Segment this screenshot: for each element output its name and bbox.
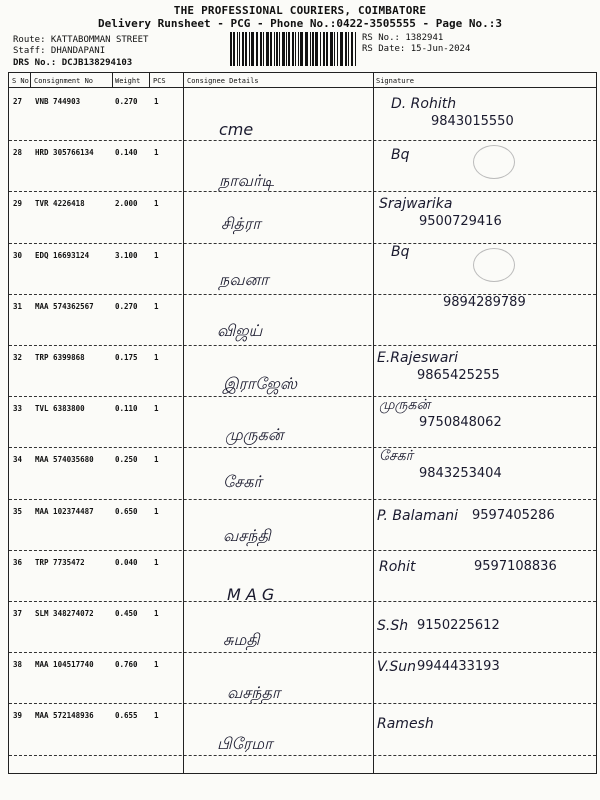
table-row [9,602,596,653]
row-consignment-no: SLM 348274072 [35,609,94,618]
barcode-bar [310,32,311,66]
row-sno: 32 [13,353,23,362]
signature-phone: 9150225612 [417,618,500,633]
consignee-handwriting: முருகன் [225,425,284,445]
row-sno: 39 [13,711,23,721]
row-weight: 0.270 [115,97,138,106]
barcode-bar [323,32,325,66]
row-consignment-no: VNB 744903 [35,97,81,106]
signature-phone: 9597405286 [472,507,555,523]
row-weight: 0.110 [115,404,138,414]
signature-name: Rohit [379,558,416,575]
row-consignment-no: EDQ 16693124 [35,250,90,260]
signature-phone: 9865425255 [417,368,500,383]
barcode-bar [239,32,240,66]
col-consignee: Consignee Details [187,77,259,85]
row-divider [9,755,596,756]
barcode-bar [263,32,264,66]
col-consignment: Consignment No [34,77,94,85]
row-sno: 31 [13,301,23,311]
barcode-bar [282,32,285,66]
barcode-bar [245,32,247,66]
row-weight: 0.650 [115,506,138,516]
signature-name: S.Sh [377,618,409,634]
staff-label: Staff: DHANDAPANI [13,46,106,56]
consignee-handwriting: நவனா [219,269,269,289]
barcode-bar [249,32,250,66]
col-divider [149,73,150,87]
col-divider [112,73,113,87]
barcode-bar [320,32,321,66]
barcode-bar [295,32,296,66]
barcode-bar [270,32,272,66]
row-consignment-no: MAA 104517740 [35,660,94,670]
consignee-handwriting: நாவர்டி [219,171,275,191]
col-divider [30,73,31,87]
row-pcs: 1 [154,557,159,567]
table-row [9,192,596,243]
row-sno: 37 [13,609,23,618]
signature-phone: 9894289789 [443,294,526,310]
barcode-bar [345,32,347,66]
row-pcs: 1 [154,301,159,311]
signature-name: Bq [391,243,410,260]
barcode-bar [286,32,287,66]
signature-name: D. Rohith [391,96,457,112]
row-pcs: 1 [154,404,159,414]
col-weight: Weight [115,77,141,85]
barcode-bar [351,32,353,66]
signature-name: முருகன் [379,397,431,414]
consignee-handwriting: சித்ரா [221,214,261,234]
table-row [9,244,596,295]
barcode-bar [237,32,238,66]
row-weight: 2.000 [115,199,138,209]
barcode-bar [337,32,338,66]
stamp-mark [473,145,515,179]
signature-phone: 9500729416 [419,214,502,230]
consignee-handwriting: M A G [227,584,275,604]
rs-date: RS Date: 15-Jun-2024 [362,44,471,54]
consignee-handwriting: வசந்தா [227,683,281,703]
stamp-mark [473,248,515,282]
barcode-bar [298,32,299,66]
signature-phone: 9843253404 [419,466,502,482]
row-consignment-no: TVL 6383800 [35,404,85,414]
table-row [9,397,596,448]
row-consignment-no: MAA 102374487 [35,506,94,516]
signature-name: P. Balamani [377,507,459,524]
row-pcs: 1 [154,455,159,465]
row-sno: 33 [13,404,23,414]
consignee-handwriting: சேகர் [223,472,262,492]
row-consignment-no: MAA 572148936 [35,711,94,721]
barcode-bar [260,32,262,66]
col-pcs: PCS [153,77,166,85]
barcode-bar [242,32,244,66]
row-pcs: 1 [154,199,159,209]
table-row [9,500,596,551]
row-sno: 28 [13,148,23,158]
row-sno: 35 [13,506,23,516]
runsheet-table [8,72,597,774]
runsheet-title: THE PROFESSIONAL COURIERS, COIMBATORE [173,4,427,17]
signature-phone: 9597108836 [474,558,557,574]
barcode-bar [279,32,280,66]
row-sno: 36 [13,557,23,567]
row-consignment-no: TRP 7735472 [35,557,85,567]
row-sno: 30 [13,250,23,260]
row-pcs: 1 [154,609,159,618]
barcode-bar [348,32,349,66]
row-weight: 0.175 [115,353,138,362]
route-label: Route: KATTABOMMAN STREET [13,35,149,45]
row-pcs: 1 [154,97,159,106]
barcode-bar [288,32,290,66]
signature-phone: 9944433193 [417,659,500,675]
barcode-bar [355,32,356,66]
table-row [9,295,596,346]
row-pcs: 1 [154,250,159,260]
barcode-bar [312,32,314,66]
consignee-handwriting: இராஜேஸ் [223,374,298,393]
barcode [230,32,356,66]
signature-name: E.Rajeswari [377,350,459,366]
row-consignment-no: TVR 4226418 [35,199,85,209]
table-row [9,551,596,602]
row-sno: 27 [13,97,23,106]
table-row [9,704,596,755]
row-sno: 38 [13,660,23,670]
signature-name: Ramesh [377,716,434,733]
barcode-bar [330,32,333,66]
barcode-bar [274,32,275,66]
barcode-bar [300,32,303,66]
row-consignment-no: MAA 574362567 [35,301,94,311]
table-row [9,653,596,704]
row-pcs: 1 [154,353,159,362]
barcode-bar [315,32,318,66]
row-pcs: 1 [154,711,159,721]
barcode-bar [334,32,335,66]
row-pcs: 1 [154,506,159,516]
barcode-bar [266,32,269,66]
row-consignment-no: HRD 305766134 [35,148,94,158]
barcode-bar [233,32,235,66]
barcode-bar [340,32,343,66]
row-weight: 3.100 [115,250,138,260]
signature-name: V.Sun [377,659,417,676]
barcode-bar [326,32,328,66]
row-weight: 0.140 [115,148,138,158]
runsheet-subtitle: Delivery Runsheet - PCG - Phone No.:0422-3505555 - Page No.:3 [98,17,502,30]
barcode-bar [276,32,278,66]
consignee-handwriting: cme [219,120,254,139]
table-row [9,346,596,397]
signature-name: சேகர் [379,448,413,465]
barcode-bar [292,32,294,66]
col-sno: S No [12,77,29,85]
row-weight: 0.760 [115,660,138,670]
barcode-bar [305,32,308,66]
barcode-bar [251,32,254,66]
row-pcs: 1 [154,148,159,158]
row-weight: 0.655 [115,711,138,721]
row-sno: 34 [13,455,23,465]
row-weight: 0.250 [115,455,138,465]
consignee-handwriting: விஜய் [217,320,263,340]
row-consignment-no: MAA 574035680 [35,455,94,465]
table-row [9,141,596,192]
row-weight: 0.040 [115,557,138,567]
header-divider [9,87,596,88]
col-signature: Signature [376,77,414,85]
signature-name: Srajwarika [379,196,453,213]
barcode-bar [230,32,232,66]
consignee-handwriting: வசந்தி [223,525,271,545]
consignee-handwriting: பிரேமா [217,734,273,754]
signature-phone: 9750848062 [419,415,502,431]
row-pcs: 1 [154,660,159,670]
row-weight: 0.270 [115,301,138,311]
signature-phone: 9843015550 [431,114,514,129]
barcode-bar [256,32,258,66]
signature-name: Bq [391,147,410,164]
row-sno: 29 [13,199,23,209]
rs-number: RS No.: 1382941 [362,33,444,43]
table-row [9,90,596,141]
consignee-handwriting: சுமதி [223,630,260,649]
row-weight: 0.450 [115,609,138,618]
drs-number: DRS No.: DCJB138294103 [13,58,133,68]
table-row [9,448,596,499]
row-consignment-no: TRP 6399868 [35,353,85,362]
